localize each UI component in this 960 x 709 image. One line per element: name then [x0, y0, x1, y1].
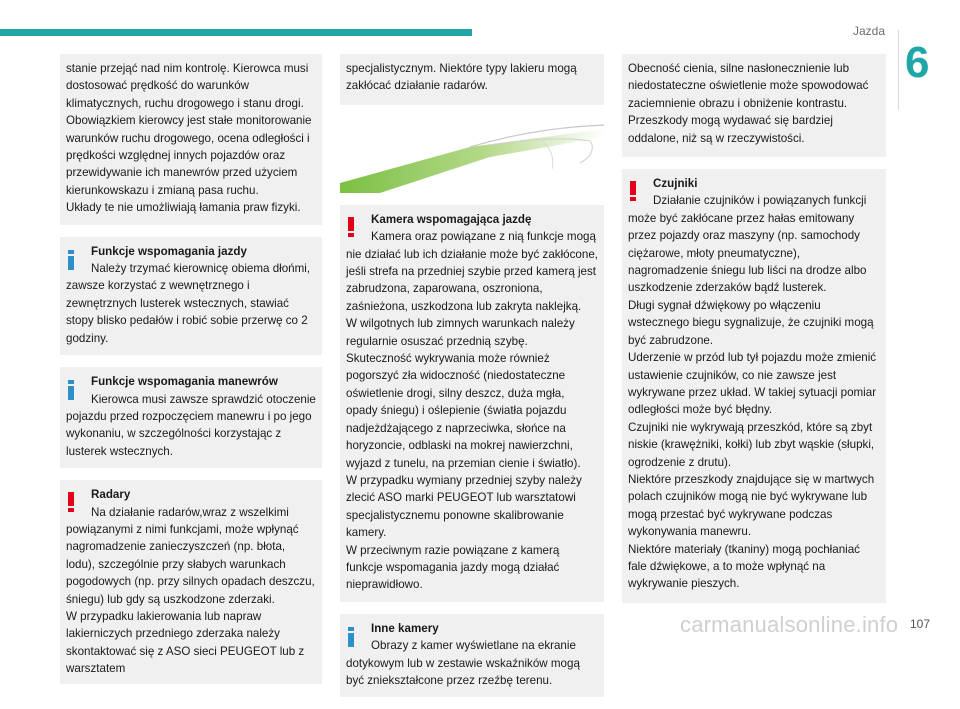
info-box-driving-assist: [60, 237, 322, 355]
watermark: carmanualsonline.info: [680, 612, 899, 637]
intro-paragraph: stanie przejąć nad nim kontrolę. Kierowca musi dostosować prędkość do warunków klimatycznych, ruchu drogowego i stanu drogi.: [66, 62, 309, 110]
continued-text: Obecność cienia, silne nasłonecznienie lub niedostateczne oświetlenie może spowodować zaciemnienie obrazu i obniżenie kontrastu. Przeszkody mogą wydawać się bardziej oddalone, niż są w rzeczywistości.: [628, 62, 869, 145]
page-number: 107: [910, 617, 931, 631]
box-text: [346, 637, 598, 689]
intro-paragraph: Układy te nie umożliwiają łamania praw fizyki.: [66, 201, 301, 215]
warning-box-radars: [60, 480, 322, 683]
box-text: Niektóre przeszkody znajdujące się w martwych polach czujników mogą nie być wykrywane lub mogą przestać być wykrywane podczas wykonywania manewru.: [628, 472, 875, 539]
box-text-content: Kamera oraz powiązane z nią funkcje mogą nie działać lub ich działanie może być zakłócone, jeśli strefa na przedniej szybie przed kamerą jest zabrudzona, zaparowana, oszroniona, zaśnieżona, uszkodzona lub zakryta naklejką.: [346, 230, 598, 313]
info-icon: [68, 250, 74, 270]
box-title: Inne kamery: [371, 621, 439, 635]
box-text: W przypadku wymiany przedniej szyby należy zlecić ASO marki PEUGEOT lub warsztatowi specjalistycznemu ponowne skalibrowanie kamery.: [346, 473, 582, 540]
box-text-content: Na działanie radarów,wraz z wszelkimi powiązanymi z nimi funkcjami, może wpłynąć nagromadzenie zanieczyszczeń (np. błota, lodu), szczególnie przy słabych warunkach pogodowych (np. przy silnych opadach deszczu, śniegu) lub gdy są uszkodzone zderzaki.: [66, 505, 315, 606]
box-text: Uderzenie w przód lub tył pojazdu może zmienić ustawienie czujników, co nie zawsze jest wykrywane przez układ. W takiej sytuacji pomiar odległości może być błędny.: [628, 351, 877, 417]
box-title: Radary: [91, 488, 131, 502]
header-accent-bar: [0, 29, 472, 36]
box-text: [66, 260, 316, 347]
box-text-content: Obrazy z kamer wyświetlane na ekranie dotykowym lub w zestawie wskaźników mogą być zniekształcone przez rzeźbę terenu.: [346, 639, 580, 687]
info-icon: [348, 627, 354, 647]
box-text: W przypadku lakierowania lub napraw lakierniczych przedniego zderzaka należy skontaktować się z ASO sieci PEUGEOT lub z warsztatem: [66, 609, 305, 676]
box-text: Długi sygnał dźwiękowy po włączeniu wstecznego biegu sygnalizuje, że czujniki mogą być zabrudzone.: [628, 298, 874, 347]
warning-icon: [348, 217, 354, 237]
box-text: Skuteczność wykrywania może również pogorszyć zła widoczność (niedostateczne oświetlenie drogi, silny deszcz, duża mgła, opady śniegu) i oślepienie (światła pojazdu nadjeżdżającego z naprzeciwka, słońce na horyzoncie, odblaski na mokrej nawierzchni, wyjazd z tunelu, na przemian cienie i światło).: [346, 352, 581, 470]
box-text: [66, 391, 316, 461]
box-text: W wilgotnych lub zimnych warunkach należy regularnie osuszać przednią szybę.: [346, 317, 575, 348]
box-text-content: Działanie czujników i powiązanych funkcji może być zakłócane przez hałas emitowany przez pojazdy oraz maszyny (np. samochody ciężarowe, młoty pneumatyczne), nagromadzenie śniegu lub liści na drodze albo uszkodzenie zderzaków bądź lusterek.: [628, 194, 867, 295]
box-title: Kamera wspomagająca jazdę: [371, 212, 532, 226]
box-text: [628, 192, 880, 296]
column-2: [340, 54, 604, 709]
chapter-number: 6: [905, 38, 930, 87]
warning-box-sensors: [622, 169, 886, 603]
box-text: W przeciwnym razie powiązane z kamerą funkcje wspomagania jazdy mogą działać nieprawidłowo.: [346, 543, 560, 592]
warning-icon: [68, 492, 74, 512]
column-1: [60, 54, 322, 696]
box-text: [66, 504, 316, 608]
intro-paragraph: Obowiązkiem kierowcy jest stałe monitorowanie warunków ruchu drogowego, ocena odległości i prędkości względnej innych pojazdów oraz przewidywanie ich manewrów przed użyciem kierunkowskazu i zmianą pasa ruchu.: [66, 114, 312, 197]
box-text-content: Kierowca musi zawsze sprawdzić otoczenie pojazdu przed rozpoczęciem manewru i po jego wykonaniu, w szczególności korzystając z lusterek wstecznych.: [66, 392, 316, 458]
column-3: [622, 54, 886, 615]
warning-box-camera: [340, 205, 604, 602]
continued-text: specjalistycznym. Niektóre typy lakieru mogą zakłócać działanie radarów.: [346, 62, 577, 93]
info-box-other-cameras: [340, 614, 604, 698]
box-text: Czujniki nie wykrywają przeszkód, które są zbyt niskie (krawężniki, kołki) lub zbyt wąskie (słupki, ogrodzenie z drutu).: [628, 420, 875, 469]
box-title: Funkcje wspomagania jazdy: [91, 244, 247, 258]
box-text: Niektóre materiały (tkaniny) mogą pochłaniać fale dźwiękowe, a to może wpłynąć na wykrywanie pieszych.: [628, 542, 860, 591]
box-text: [346, 228, 598, 315]
windshield-illustration: [340, 117, 604, 193]
info-box-maneuver-assist: [60, 367, 322, 468]
windshield-camera-illustration: [340, 117, 604, 193]
box-text-content: Należy trzymać kierownicę obiema dłońmi, zawsze korzystać z wewnętrznego i zewnętrznych lusterek wstecznych, stawiać stopy blisko pedałów i robić sobie przerwę co 2 godziny.: [66, 262, 311, 345]
info-icon: [68, 380, 74, 400]
warning-icon: [630, 181, 636, 201]
box-title: Czujniki: [653, 177, 698, 191]
continued-box: [340, 54, 604, 105]
intro-box: [60, 54, 322, 225]
box-title: Funkcje wspomagania manewrów: [91, 375, 278, 389]
continued-box: [622, 54, 886, 157]
section-title: Jazda: [852, 24, 885, 38]
